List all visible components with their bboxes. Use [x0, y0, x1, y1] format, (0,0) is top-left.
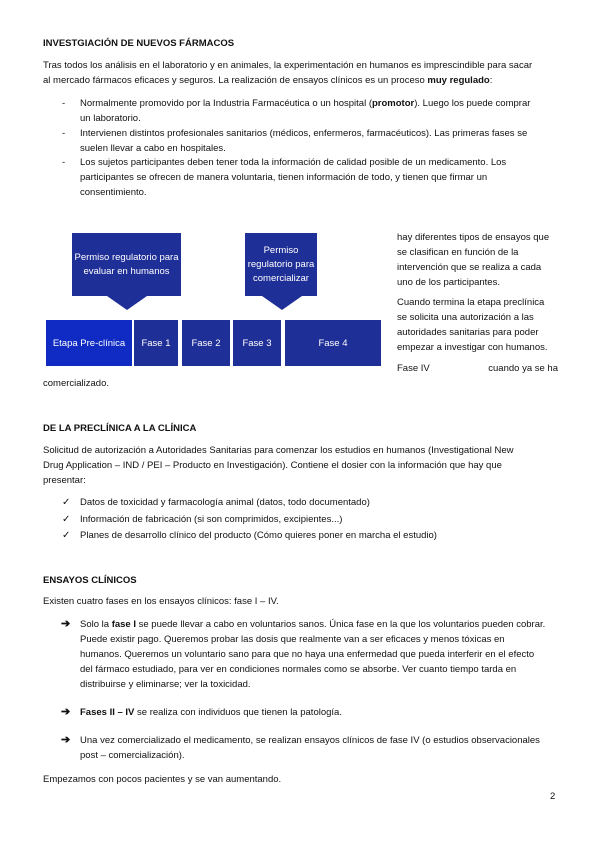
intro-line-1: Tras todos los análisis en el laboratorio y en animales, la experimentación en humanos es imprescindible para sacar	[43, 60, 533, 71]
section-title-ensayos-clinicos: ENSAYOS CLÍNICOS	[43, 575, 137, 586]
section-3-intro: Existen cuatro fases en los ensayos clínicos: fase I – IV.	[43, 596, 279, 607]
check-icon: ✓	[62, 497, 71, 508]
section-title-nuevos-farmacos: INVESTGIACIÓN DE NUEVOS FÁRMACOS	[43, 38, 235, 49]
phase-4: Fase 4	[285, 320, 381, 366]
arrow-item-fase-1: Solo la fase I se puede llevar a cabo en voluntarios sanos. Única fase en la que los voluntarios pueden cobrar. Puede existir pago. Queremos probar las dosis que realmente van a ser eficaces y menos tóxicas en humanos. Queremos un voluntario sano para que no haya una enfermedad que pueda interferir en el efecto del fármaco estudiado, para ver en condiciones normales como se absorbe. Ver cuanto tiempo tarda en distribuirse y eliminarse; ver la toxicidad.	[80, 619, 546, 690]
check-item-3: Planes de desarrollo clínico del producto (Cómo quieres poner en marcha el estudio)	[80, 530, 437, 541]
arrow-item-fase-4: Una vez comercializado el medicamento, se realizan ensayos clínicos de fase IV (o estudios observacionales post – comercialización).	[80, 735, 540, 761]
check-icon: ✓	[62, 514, 71, 525]
phase-3: Fase 3	[233, 320, 281, 366]
arrow-right-icon: ➔	[61, 734, 71, 746]
side-paragraph-1: hay diferentes tipos de ensayos que se clasifican en función de la intervención que se realiza a cada uno de los participantes.	[397, 232, 550, 288]
phase-2: Fase 2	[182, 320, 230, 366]
side-paragraph-3-end: comercializado.	[43, 378, 109, 389]
section-title-preclinica-clinica: DE LA PRECLÍNICA A LA CLÍNICA	[43, 423, 197, 434]
check-item-1: Datos de toxicidad y farmacología animal (datos, todo documentado)	[80, 497, 370, 508]
phase-preclinica: Etapa Pre-clínica	[46, 320, 132, 366]
arrow-right-icon: ➔	[61, 706, 71, 718]
bullet-dash: -	[62, 98, 66, 109]
closing-line: Empezamos con pocos pacientes y se van aumentando.	[43, 774, 282, 785]
side-paragraph-2: Cuando termina la etapa preclínica se solicita una autorización a las autoridades sanitarias para poder empezar a investigar con humanos.	[397, 297, 548, 353]
section-2-paragraph: Solicitud de autorización a Autoridades Sanitarias para comenzar los estudios en humanos (Investigational New Drug Application – IND / PEI – Producto en Investigación). Contiene el dosier con la información que hay que presentar:	[43, 445, 514, 486]
check-item-2: Información de fabricación (si son comprimidos, excipientes...)	[80, 514, 343, 525]
page-number: 2	[550, 791, 556, 802]
callout-pointer	[107, 296, 147, 310]
arrow-item-fases-2-4: Fases II – IV se realiza con individuos que tienen la patología.	[80, 707, 342, 718]
bullet-dash: -	[62, 128, 66, 139]
phase-1: Fase 1	[134, 320, 178, 366]
bullet-1: Normalmente promovido por la Industria Farmacéutica o un hospital (promotor). Luego los puede comprar un laboratorio.	[80, 98, 531, 124]
bullet-3: Los sujetos participantes deben tener toda la información de calidad posible de un medicamento. Los participantes se ofrecen de manera voluntaria, tienen información de todo, y tienen que firmar un consentimiento.	[80, 157, 507, 198]
callout-evaluar-humanos: Permiso regulatorio para evaluar en humanos	[72, 233, 181, 296]
bullet-dash: -	[62, 157, 66, 168]
callout-comercializar: Permiso regulatorio para comercializar	[245, 233, 317, 296]
check-icon: ✓	[62, 530, 71, 541]
bullet-2: Intervienen distintos profesionales sanitarios (médicos, enfermeros, farmacéuticos). Las primeras fases se suelen llevar a cabo en hospitales.	[80, 128, 528, 154]
callout-pointer	[262, 296, 302, 310]
side-paragraph-3: Fase IV cuando ya se ha	[397, 363, 558, 374]
intro-line-2: al mercado fármacos eficaces y seguros. La realización de ensayos clínicos es un proceso muy regulado:	[43, 75, 493, 86]
arrow-right-icon: ➔	[61, 618, 71, 630]
